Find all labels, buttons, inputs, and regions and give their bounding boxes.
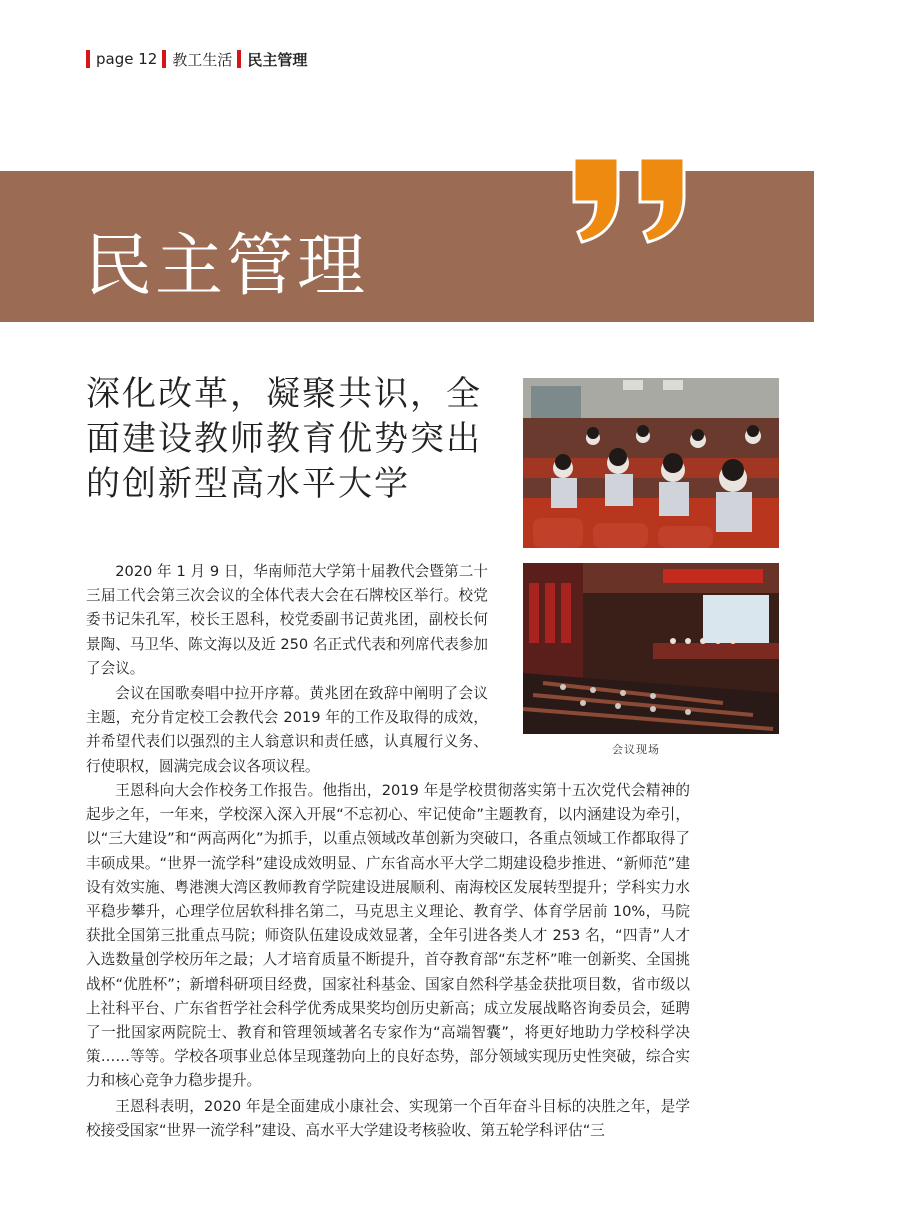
article-headline: 深化改革，凝聚共识，全面建设教师教育优势突出的创新型高水平大学 [86,374,482,504]
paragraph-4: 王恩科表明，2020 年是全面建成小康社会、实现第一个百年奋斗目标的决胜之年，是学校接受国家“世界一流学科”建设、高水平大学建设考核验收、第五轮学科评估“三 [86,1098,690,1140]
header-bar [237,50,241,68]
quote-mark-icon [566,150,696,250]
page-number: page 12 [96,50,158,68]
header-bar [162,50,166,68]
paragraph-1: 2020 年 1 月 9 日，华南师范大学第十届教代会暨第二十三届工代会第三次会议的全体代表大会在石牌校区举行。校党委书记朱孔军，校长王恩科，校党委副书记黄兆团，副校长何景陶、马卫华、陈文海以及近 250 名正式代表和列席代表参加了会议。 [86,563,488,677]
running-header [86,49,312,69]
subsection-label: 民主管理 [247,50,308,69]
meeting-audience-photo [523,378,779,548]
header-bar [86,50,90,68]
meeting-hall-photo [523,563,779,734]
section-label: 教工生活 [172,50,233,69]
paragraph-3: 王恩科向大会作校务工作报告。他指出，2019 年是学校贯彻落实第十五次党代会精神的起步之年，一年来，学校深入深入开展“不忘初心、牢记使命”主题教育，以内涵建设为牵引，以“三大建设”和“两高两化”为抓手，以重点领域改革创新为突破口，各重点领域工作都取得了丰硕成果。“世界一流学科”建设成效明显、广东省高水平大学二期建设稳步推进、“新师范”建设有效实施、粤港澳大湾区教师教育学院建设进展顺利、南海校区发展转型提升；学科实力水平稳步攀升，心理学位居软科排名第二，马克思主义理论、教育学、体育学居前 10%，马院获批全国第三批重点马院；师资队伍建设成效显著，全年引进各类人才 253 名，“四青”人才入选数量创学校历年之最；人才培育质量不断提升，首夺教育部“东芝杯”唯一创新奖、全国挑战杯“优胜杯”；新增科研项目经费，国家社科基金、国家自然科学基金获批项目数，省市级以上社科平台、广东省哲学社会科学优秀成果奖均创历史新高；成立发展战略咨询委员会，延聘了一批国家两院院士、教育和管理领域著名专家作为“高端智囊”，将更好地助力学校科学决策……等等。学校各项事业总体呈现蓬勃向上的良好态势，部分领域实现历史性突破，综合实力和核心竞争力稳步提升。 [86,782,690,1090]
banner-title: 民主管理 [84,227,369,306]
paragraph-2: 会议在国歌奏唱中拉开序幕。黄兆团在致辞中阐明了会议主题，充分肯定校工会教代会 2019 年的工作及取得的成效，并希望代表们以强烈的主人翁意识和责任感，认真履行义务、行使职权，圆满完成会议各项议程。 [86,685,488,775]
photo-caption: 会议现场 [612,743,660,756]
